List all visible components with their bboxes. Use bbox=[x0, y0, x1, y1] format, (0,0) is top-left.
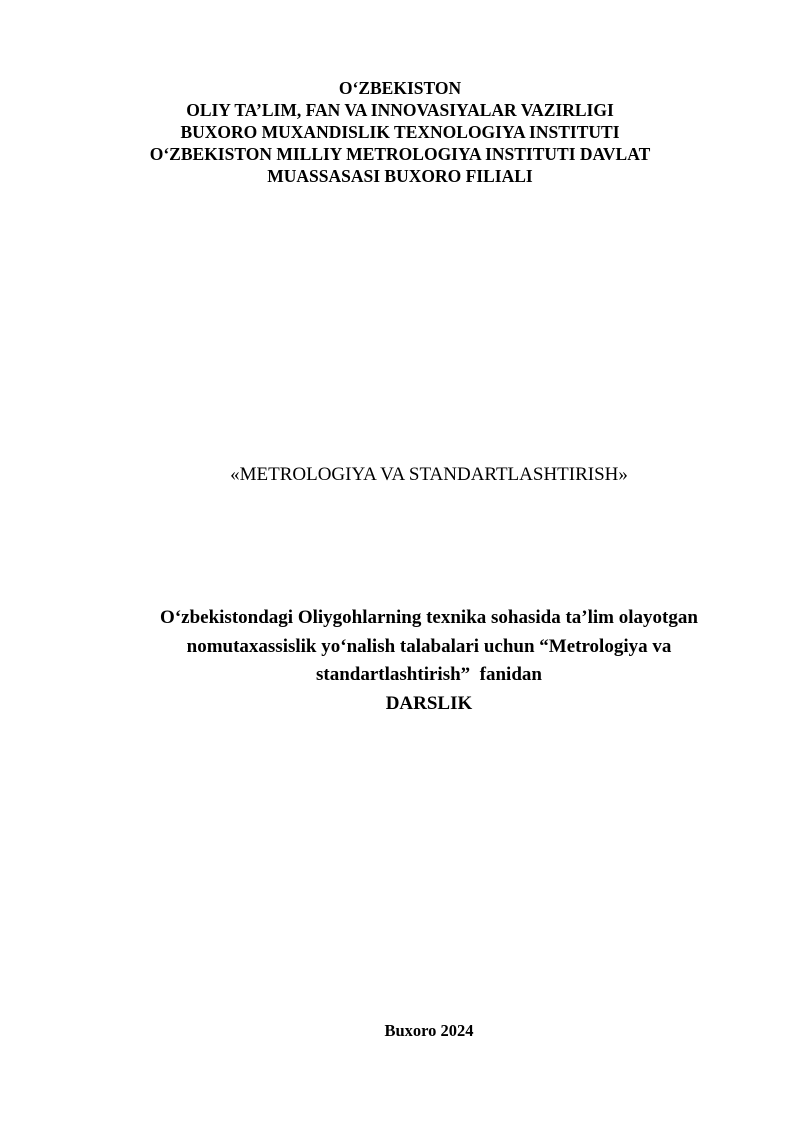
place-and-year: Buxoro 2024 bbox=[384, 1021, 474, 1040]
document-subtitle bbox=[0, 604, 800, 718]
subtitle-line-2: nomutaxassislik yo‘nalish talabalari uchun “Metrologiya va bbox=[186, 635, 672, 657]
header-country: O‘ZBEKISTON bbox=[338, 78, 462, 98]
header-ministry: OLIY TA’LIM, FAN VA INNOVASIYALAR VAZIRLIGI bbox=[186, 100, 614, 120]
header-metrology-institute: O‘ZBEKISTON MILLIY METROLOGIYA INSTITUTI DAVLAT bbox=[149, 144, 651, 164]
header-branch: MUASSASASI BUXORO FILIALI bbox=[267, 166, 533, 186]
institution-header bbox=[0, 77, 800, 187]
header-institute: BUXORO MUXANDISLIK TEXNOLOGIYA INSTITUTI bbox=[180, 122, 620, 142]
subtitle-line-3: standartlashtirish” fanidan bbox=[316, 664, 542, 685]
document-title: «METROLOGIYA VA STANDARTLASHTIRISH» bbox=[230, 464, 628, 485]
subtitle-line-1: O‘zbekistondagi Oliygohlarning texnika sohasida ta’lim olayotgan bbox=[160, 607, 698, 628]
document-type: DARSLIK bbox=[385, 692, 473, 714]
